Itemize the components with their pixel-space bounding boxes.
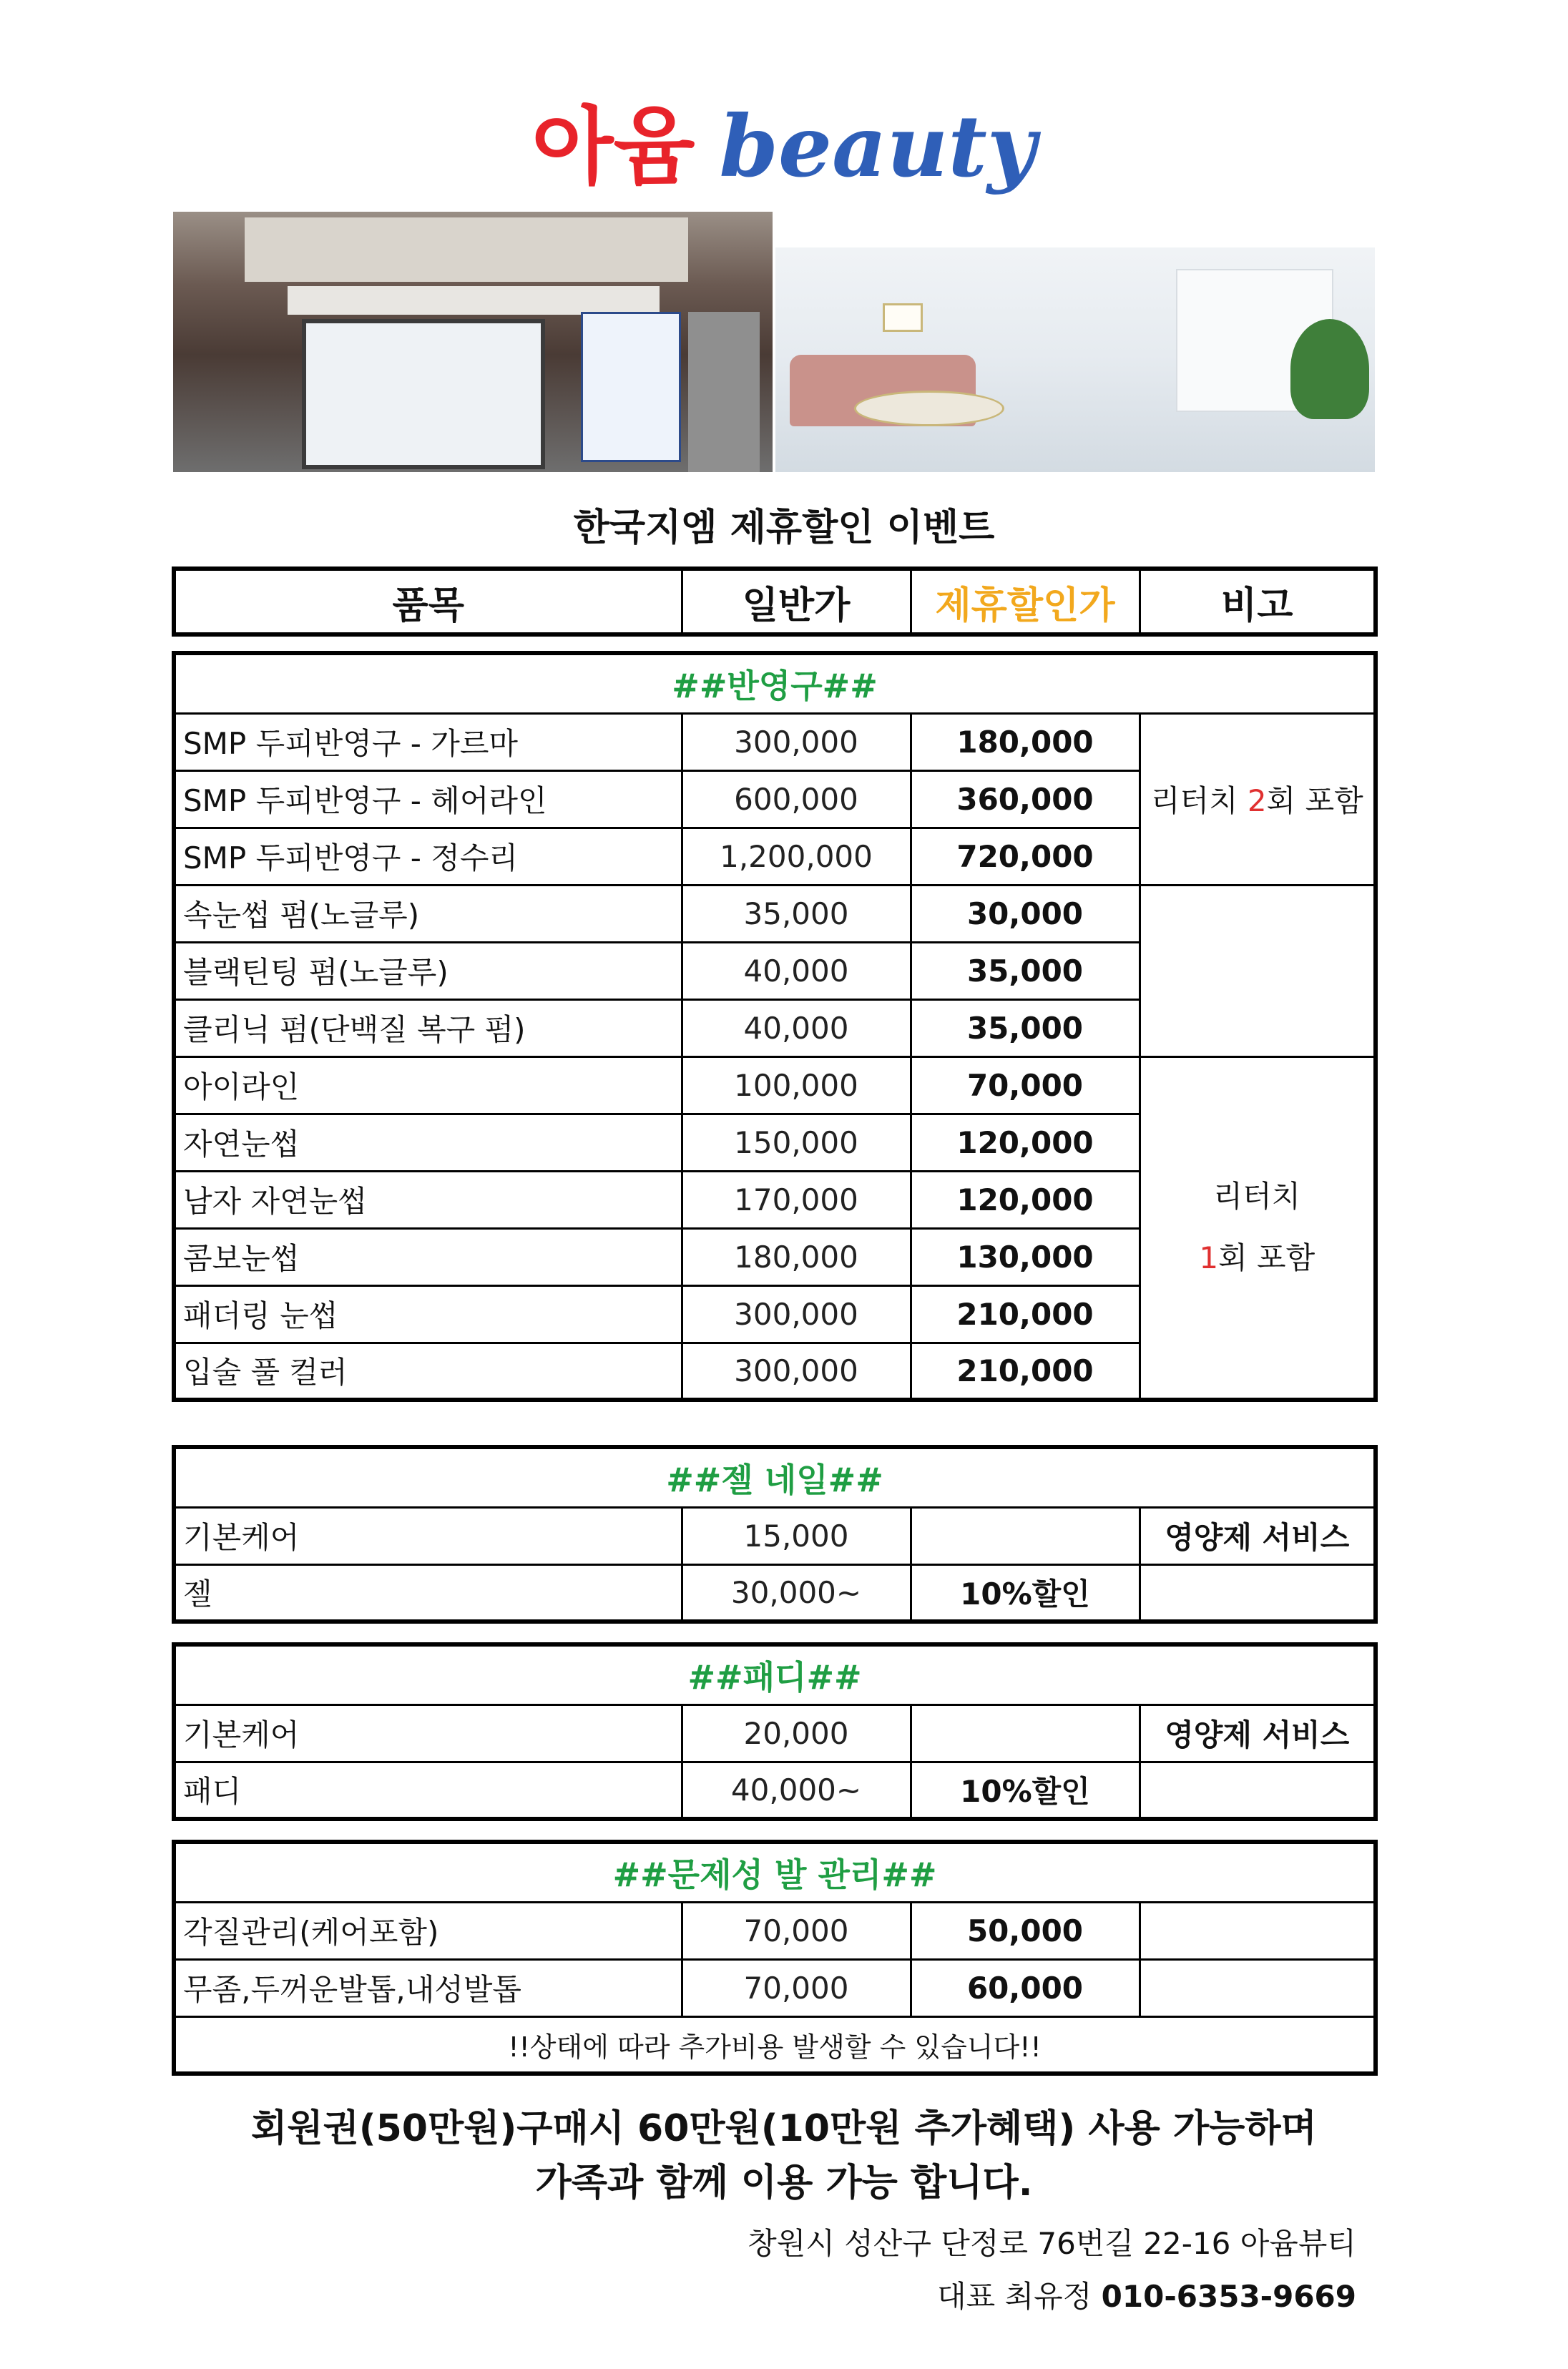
- row-discount: 360,000: [911, 770, 1140, 828]
- section-title-semi: ##반영구##: [174, 653, 1376, 713]
- header-note: 비고: [1140, 569, 1376, 634]
- shop-address: [748, 2217, 1356, 2323]
- row-discount: 10%할인: [911, 1564, 1140, 1622]
- storefront-photo: [173, 212, 773, 472]
- row-discount: 180,000: [911, 713, 1140, 770]
- row-item: 아이라인: [174, 1056, 682, 1114]
- extra-cost-warning: !!상태에 따라 추가비용 발생할 수 있습니다!!: [174, 2016, 1376, 2074]
- note-smp-num: 2: [1247, 783, 1267, 818]
- row-discount: 35,000: [911, 999, 1140, 1056]
- row-discount: 10%할인: [911, 1762, 1140, 1819]
- row-regular: 300,000: [682, 713, 911, 770]
- section-title-gel: ##젤 네일##: [174, 1447, 1376, 1507]
- membership-line1: 회원권(50만원)구매시 60만원(10만원 추가혜택) 사용 가능하며: [251, 2107, 1317, 2150]
- row-regular: 35,000: [682, 885, 911, 942]
- row-item: 콤보눈썹: [174, 1228, 682, 1285]
- pedicure-table: [172, 1642, 1378, 1821]
- section-title-pedi: ##패디##: [174, 1644, 1376, 1705]
- row-regular: 40,000: [682, 999, 911, 1056]
- note-smp-pre: 리터치: [1150, 783, 1248, 818]
- row-note: [1140, 1902, 1376, 1959]
- table-row: [174, 1959, 1376, 2016]
- row-item: 패디: [174, 1762, 682, 1819]
- row-item: 속눈썹 펌(노글루): [174, 885, 682, 942]
- wall-frame: [883, 303, 923, 332]
- row-item: 각질관리(케어포함): [174, 1902, 682, 1959]
- note-empty: [1140, 885, 1376, 1056]
- glass-door: [302, 319, 545, 469]
- header-discount: 제휴할인가: [911, 569, 1140, 634]
- membership-notice: [0, 2101, 1568, 2210]
- row-item: SMP 두피반영구 - 가르마: [174, 713, 682, 770]
- row-regular: 600,000: [682, 770, 911, 828]
- logo-korean: 아윰: [531, 97, 695, 196]
- table-row: [174, 1507, 1376, 1564]
- row-discount: 50,000: [911, 1902, 1140, 1959]
- row-discount: 60,000: [911, 1959, 1140, 2016]
- shop-subsign: [288, 286, 660, 315]
- shop-sign: [245, 217, 688, 282]
- table-row: [174, 1902, 1376, 1959]
- header-row: [174, 569, 1376, 634]
- row-item: 블랙틴팅 펌(노글루): [174, 942, 682, 999]
- row-regular: 30,000~: [682, 1564, 911, 1622]
- row-regular: 300,000: [682, 1285, 911, 1343]
- row-note: [1140, 1564, 1376, 1622]
- warning-row: [174, 2016, 1376, 2074]
- row-item: 젤: [174, 1564, 682, 1622]
- row-item: SMP 두피반영구 - 헤어라인: [174, 770, 682, 828]
- note-smp-post: 회 포함: [1266, 783, 1363, 818]
- row-note: [1140, 1959, 1376, 2016]
- note-brow: [1140, 1056, 1376, 1400]
- row-regular: 1,200,000: [682, 828, 911, 885]
- semi-permanent-table: [172, 651, 1378, 1402]
- row-discount: 120,000: [911, 1171, 1140, 1228]
- row-regular: 100,000: [682, 1056, 911, 1114]
- row-discount: 210,000: [911, 1343, 1140, 1400]
- table-row: [174, 1056, 1376, 1114]
- note-smp: [1140, 713, 1376, 885]
- standing-banner: [581, 312, 681, 462]
- row-regular: 40,000: [682, 942, 911, 999]
- photo-strip: [173, 212, 1375, 472]
- row-item: 자연눈썹: [174, 1114, 682, 1171]
- logo: [0, 79, 1568, 200]
- row-discount: 210,000: [911, 1285, 1140, 1343]
- row-item: 클리닉 펌(단백질 복구 펌): [174, 999, 682, 1056]
- row-item: 기본케어: [174, 1507, 682, 1564]
- foot-care-table: [172, 1840, 1378, 2076]
- row-item: 남자 자연눈썹: [174, 1171, 682, 1228]
- note-brow-num: 1: [1199, 1240, 1219, 1276]
- row-item: 기본케어: [174, 1705, 682, 1762]
- row-discount: 70,000: [911, 1056, 1140, 1114]
- header-item: 품목: [174, 569, 682, 634]
- row-discount: 30,000: [911, 885, 1140, 942]
- note-brow-line1: 리터치: [1213, 1179, 1301, 1215]
- row-regular: 70,000: [682, 1959, 911, 2016]
- section-title-foot: ##문제성 발 관리##: [174, 1842, 1376, 1902]
- membership-line2: 가족과 함께 이용 가능 합니다.: [535, 2162, 1033, 2204]
- row-note: [1140, 1762, 1376, 1819]
- row-regular: 15,000: [682, 1507, 911, 1564]
- table-row: [174, 1564, 1376, 1622]
- row-discount: [911, 1705, 1140, 1762]
- row-regular: 70,000: [682, 1902, 911, 1959]
- row-discount: [911, 1507, 1140, 1564]
- address-line: 창원시 성산구 단정로 76번길 22-16 아윰뷰티: [748, 2226, 1356, 2261]
- row-note: 영양제 서비스: [1140, 1507, 1376, 1564]
- row-regular: 180,000: [682, 1228, 911, 1285]
- row-item: 패더링 눈썹: [174, 1285, 682, 1343]
- representative: 대표 최유정: [937, 2279, 1102, 2314]
- note-brow-post: 회 포함: [1218, 1240, 1315, 1276]
- row-item: 입술 풀 컬러: [174, 1343, 682, 1400]
- coffee-table: [854, 391, 1004, 426]
- gel-nail-table: [172, 1445, 1378, 1624]
- row-discount: 35,000: [911, 942, 1140, 999]
- contact-line: [748, 2270, 1356, 2323]
- plant: [1290, 319, 1369, 419]
- row-note: 영양제 서비스: [1140, 1705, 1376, 1762]
- row-regular: 20,000: [682, 1705, 911, 1762]
- pillar: [688, 312, 760, 472]
- row-regular: 150,000: [682, 1114, 911, 1171]
- price-table-header: [172, 566, 1378, 637]
- table-row: [174, 713, 1376, 770]
- event-title: 한국지엠 제휴할인 이벤트: [573, 506, 995, 549]
- table-row: [174, 1705, 1376, 1762]
- phone-number: 010-6353-9669: [1101, 2279, 1356, 2314]
- row-discount: 720,000: [911, 828, 1140, 885]
- row-item: SMP 두피반영구 - 정수리: [174, 828, 682, 885]
- header-regular: 일반가: [682, 569, 911, 634]
- table-row: [174, 885, 1376, 942]
- ceiling: [775, 212, 1375, 247]
- row-regular: 170,000: [682, 1171, 911, 1228]
- row-regular: 40,000~: [682, 1762, 911, 1819]
- row-regular: 300,000: [682, 1343, 911, 1400]
- row-discount: 130,000: [911, 1228, 1140, 1285]
- logo-english: beauty: [719, 97, 1037, 196]
- table-row: [174, 1762, 1376, 1819]
- row-item: 무좀,두꺼운발톱,내성발톱: [174, 1959, 682, 2016]
- row-discount: 120,000: [911, 1114, 1140, 1171]
- interior-photo: [775, 212, 1375, 472]
